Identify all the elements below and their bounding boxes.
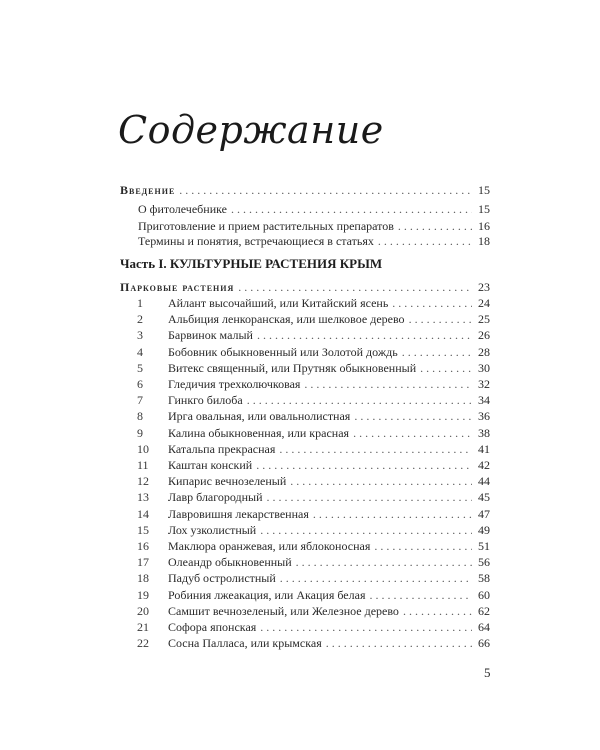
toc-entry[interactable] bbox=[137, 361, 490, 375]
toc-entry[interactable] bbox=[137, 345, 490, 359]
entry-page: 18 bbox=[478, 234, 490, 248]
dot-leader bbox=[374, 539, 472, 553]
entry-number: 8 bbox=[137, 409, 143, 424]
entry-page: 15 bbox=[478, 202, 490, 216]
entry-number: 21 bbox=[137, 620, 149, 634]
toc-entry[interactable] bbox=[137, 507, 490, 521]
entry-number: 18 bbox=[137, 571, 149, 586]
entry-title: Барвинок малый bbox=[168, 328, 253, 343]
entry-title: Кипарис вечнозеленый bbox=[168, 474, 287, 489]
entry-number: 2 bbox=[137, 312, 143, 327]
toc-entry[interactable] bbox=[137, 328, 490, 342]
entry-number: 17 bbox=[137, 555, 149, 570]
toc-intro-item[interactable] bbox=[138, 234, 490, 248]
entry-number: 4 bbox=[137, 344, 143, 359]
dot-leader bbox=[398, 219, 472, 233]
toc-entry[interactable] bbox=[137, 588, 490, 602]
entry-title: Термины и понятия, встречающиеся в статьях bbox=[138, 234, 374, 248]
entry-title: Софора японская bbox=[168, 620, 257, 634]
entry-page: 16 bbox=[478, 219, 490, 233]
page-number: 5 bbox=[484, 665, 491, 680]
entry-number: 10 bbox=[137, 441, 149, 456]
dot-leader bbox=[369, 588, 472, 602]
entry-page: 34 bbox=[478, 393, 490, 408]
entry-number: 12 bbox=[137, 474, 149, 489]
dot-leader bbox=[247, 393, 472, 407]
entry-page: 32 bbox=[478, 377, 490, 391]
dot-leader bbox=[378, 234, 472, 248]
toc-entry[interactable] bbox=[137, 555, 490, 569]
toc-intro-heading[interactable] bbox=[120, 183, 490, 197]
dot-leader bbox=[304, 377, 472, 391]
entry-title: Айлант высочайший, или Китайский ясень bbox=[168, 296, 389, 310]
entry-page: 49 bbox=[478, 522, 490, 537]
entry-page: 47 bbox=[478, 506, 490, 521]
entry-page: 15 bbox=[478, 183, 490, 197]
entry-title: Маклюра оранжевая, или яблоконосная bbox=[168, 539, 371, 553]
entry-number: 1 bbox=[137, 296, 143, 310]
dot-leader bbox=[420, 361, 472, 375]
entry-title: Калина обыкновенная, или красная bbox=[168, 425, 350, 440]
entry-number: 5 bbox=[137, 360, 143, 375]
entry-number: 9 bbox=[137, 425, 143, 440]
entry-number: 19 bbox=[137, 587, 149, 602]
toc-entry[interactable] bbox=[137, 604, 490, 618]
entry-title: Приготовление и прием растительных препаратов bbox=[138, 219, 394, 233]
dot-leader bbox=[231, 202, 472, 216]
entry-number: 22 bbox=[137, 636, 149, 651]
dot-leader bbox=[260, 523, 472, 537]
toc-entry[interactable] bbox=[137, 312, 490, 326]
entry-page: 26 bbox=[478, 328, 490, 343]
toc-entry[interactable] bbox=[137, 490, 490, 504]
entry-title: Ирга овальная, или овальнолистная bbox=[168, 409, 351, 424]
dot-leader bbox=[409, 312, 472, 326]
entry-title: Самшит вечнозеленый, или Железное дерево bbox=[168, 603, 399, 618]
dot-leader bbox=[238, 280, 472, 294]
entry-title: Лох узколистный bbox=[168, 522, 257, 537]
entry-title: Олеандр обыкновенный bbox=[168, 555, 292, 570]
entry-page: 56 bbox=[478, 555, 490, 570]
dot-leader bbox=[296, 555, 472, 569]
entry-page: 66 bbox=[478, 636, 490, 651]
toc-entry[interactable] bbox=[137, 442, 490, 456]
entry-title: Гледичия трехколючковая bbox=[168, 377, 301, 391]
entry-page: 30 bbox=[478, 360, 490, 375]
toc-intro-item[interactable] bbox=[138, 219, 490, 233]
dot-leader bbox=[279, 442, 472, 456]
entry-page: 41 bbox=[478, 441, 490, 456]
entry-number: 7 bbox=[137, 393, 143, 408]
entry-page: 25 bbox=[478, 312, 490, 327]
entry-page: 24 bbox=[478, 296, 490, 310]
entry-page: 42 bbox=[478, 458, 490, 472]
toc-entry[interactable] bbox=[137, 523, 490, 537]
entry-number: 16 bbox=[137, 539, 149, 553]
entry-page: 45 bbox=[478, 490, 490, 505]
entry-title: Сосна Палласа, или крымская bbox=[168, 636, 322, 651]
dot-leader bbox=[402, 345, 472, 359]
dot-leader bbox=[290, 474, 472, 488]
entry-number: 13 bbox=[137, 490, 149, 505]
entry-page: 62 bbox=[478, 603, 490, 618]
entry-page: 36 bbox=[478, 409, 490, 424]
entry-title: Каштан конский bbox=[168, 458, 253, 472]
toc-entry[interactable] bbox=[137, 296, 490, 310]
entry-number: 11 bbox=[137, 458, 149, 472]
dot-leader bbox=[179, 183, 472, 197]
entry-number: 15 bbox=[137, 522, 149, 537]
page-title: Содержание bbox=[118, 108, 384, 152]
toc-entry[interactable] bbox=[137, 571, 490, 585]
dot-leader bbox=[392, 296, 472, 310]
entry-title: Введение bbox=[120, 183, 176, 197]
entry-title: Падуб остролистный bbox=[168, 571, 276, 586]
entry-page: 44 bbox=[478, 474, 490, 489]
toc-intro-item[interactable] bbox=[138, 202, 490, 216]
toc-section-heading[interactable] bbox=[120, 280, 490, 294]
part-heading: Часть I. КУЛЬТУРНЫЕ РАСТЕНИЯ КРЫМ bbox=[120, 256, 383, 271]
entry-page: 28 bbox=[478, 344, 490, 359]
toc-entry[interactable] bbox=[137, 539, 490, 553]
toc-entry[interactable] bbox=[137, 636, 490, 650]
dot-leader bbox=[354, 409, 472, 423]
entry-number: 20 bbox=[137, 603, 149, 618]
dot-leader bbox=[313, 507, 472, 521]
entry-page: 60 bbox=[478, 587, 490, 602]
toc-entry[interactable] bbox=[137, 458, 490, 472]
dot-leader bbox=[280, 571, 472, 585]
dot-leader bbox=[256, 458, 472, 472]
entry-page: 38 bbox=[478, 425, 490, 440]
dot-leader bbox=[260, 620, 472, 634]
toc-entry[interactable] bbox=[137, 620, 490, 634]
dot-leader bbox=[403, 604, 472, 618]
toc-entry[interactable] bbox=[137, 377, 490, 391]
dot-leader bbox=[326, 636, 472, 650]
entry-number: 14 bbox=[137, 506, 149, 521]
entry-title: О фитолечебнике bbox=[138, 202, 227, 216]
toc-entry[interactable] bbox=[137, 426, 490, 440]
entry-page: 23 bbox=[478, 280, 490, 294]
entry-title: Витекс священный, или Прутняк обыкновенный bbox=[168, 360, 417, 375]
entry-title: Парковые растения bbox=[120, 280, 235, 294]
entry-title: Лавровишня лекарственная bbox=[168, 506, 309, 521]
entry-page: 51 bbox=[478, 539, 490, 553]
entry-title: Бобовник обыкновенный или Золотой дождь bbox=[168, 344, 398, 359]
entry-title: Гинкго билоба bbox=[168, 393, 243, 408]
toc-entry[interactable] bbox=[137, 393, 490, 407]
entry-title: Катальпа прекрасная bbox=[168, 441, 276, 456]
toc-entry[interactable] bbox=[137, 409, 490, 423]
entry-number: 3 bbox=[137, 328, 143, 343]
dot-leader bbox=[353, 426, 472, 440]
entry-page: 64 bbox=[478, 620, 490, 634]
dot-leader bbox=[257, 328, 472, 342]
entry-title: Альбиция ленкоранская, или шелковое дерево bbox=[168, 312, 405, 327]
entry-title: Лавр благородный bbox=[168, 490, 263, 505]
dot-leader bbox=[267, 490, 472, 504]
entry-number: 6 bbox=[137, 377, 143, 391]
toc-entry[interactable] bbox=[137, 474, 490, 488]
entry-title: Робиния лжеакация, или Акация белая bbox=[168, 587, 366, 602]
entry-page: 58 bbox=[478, 571, 490, 586]
